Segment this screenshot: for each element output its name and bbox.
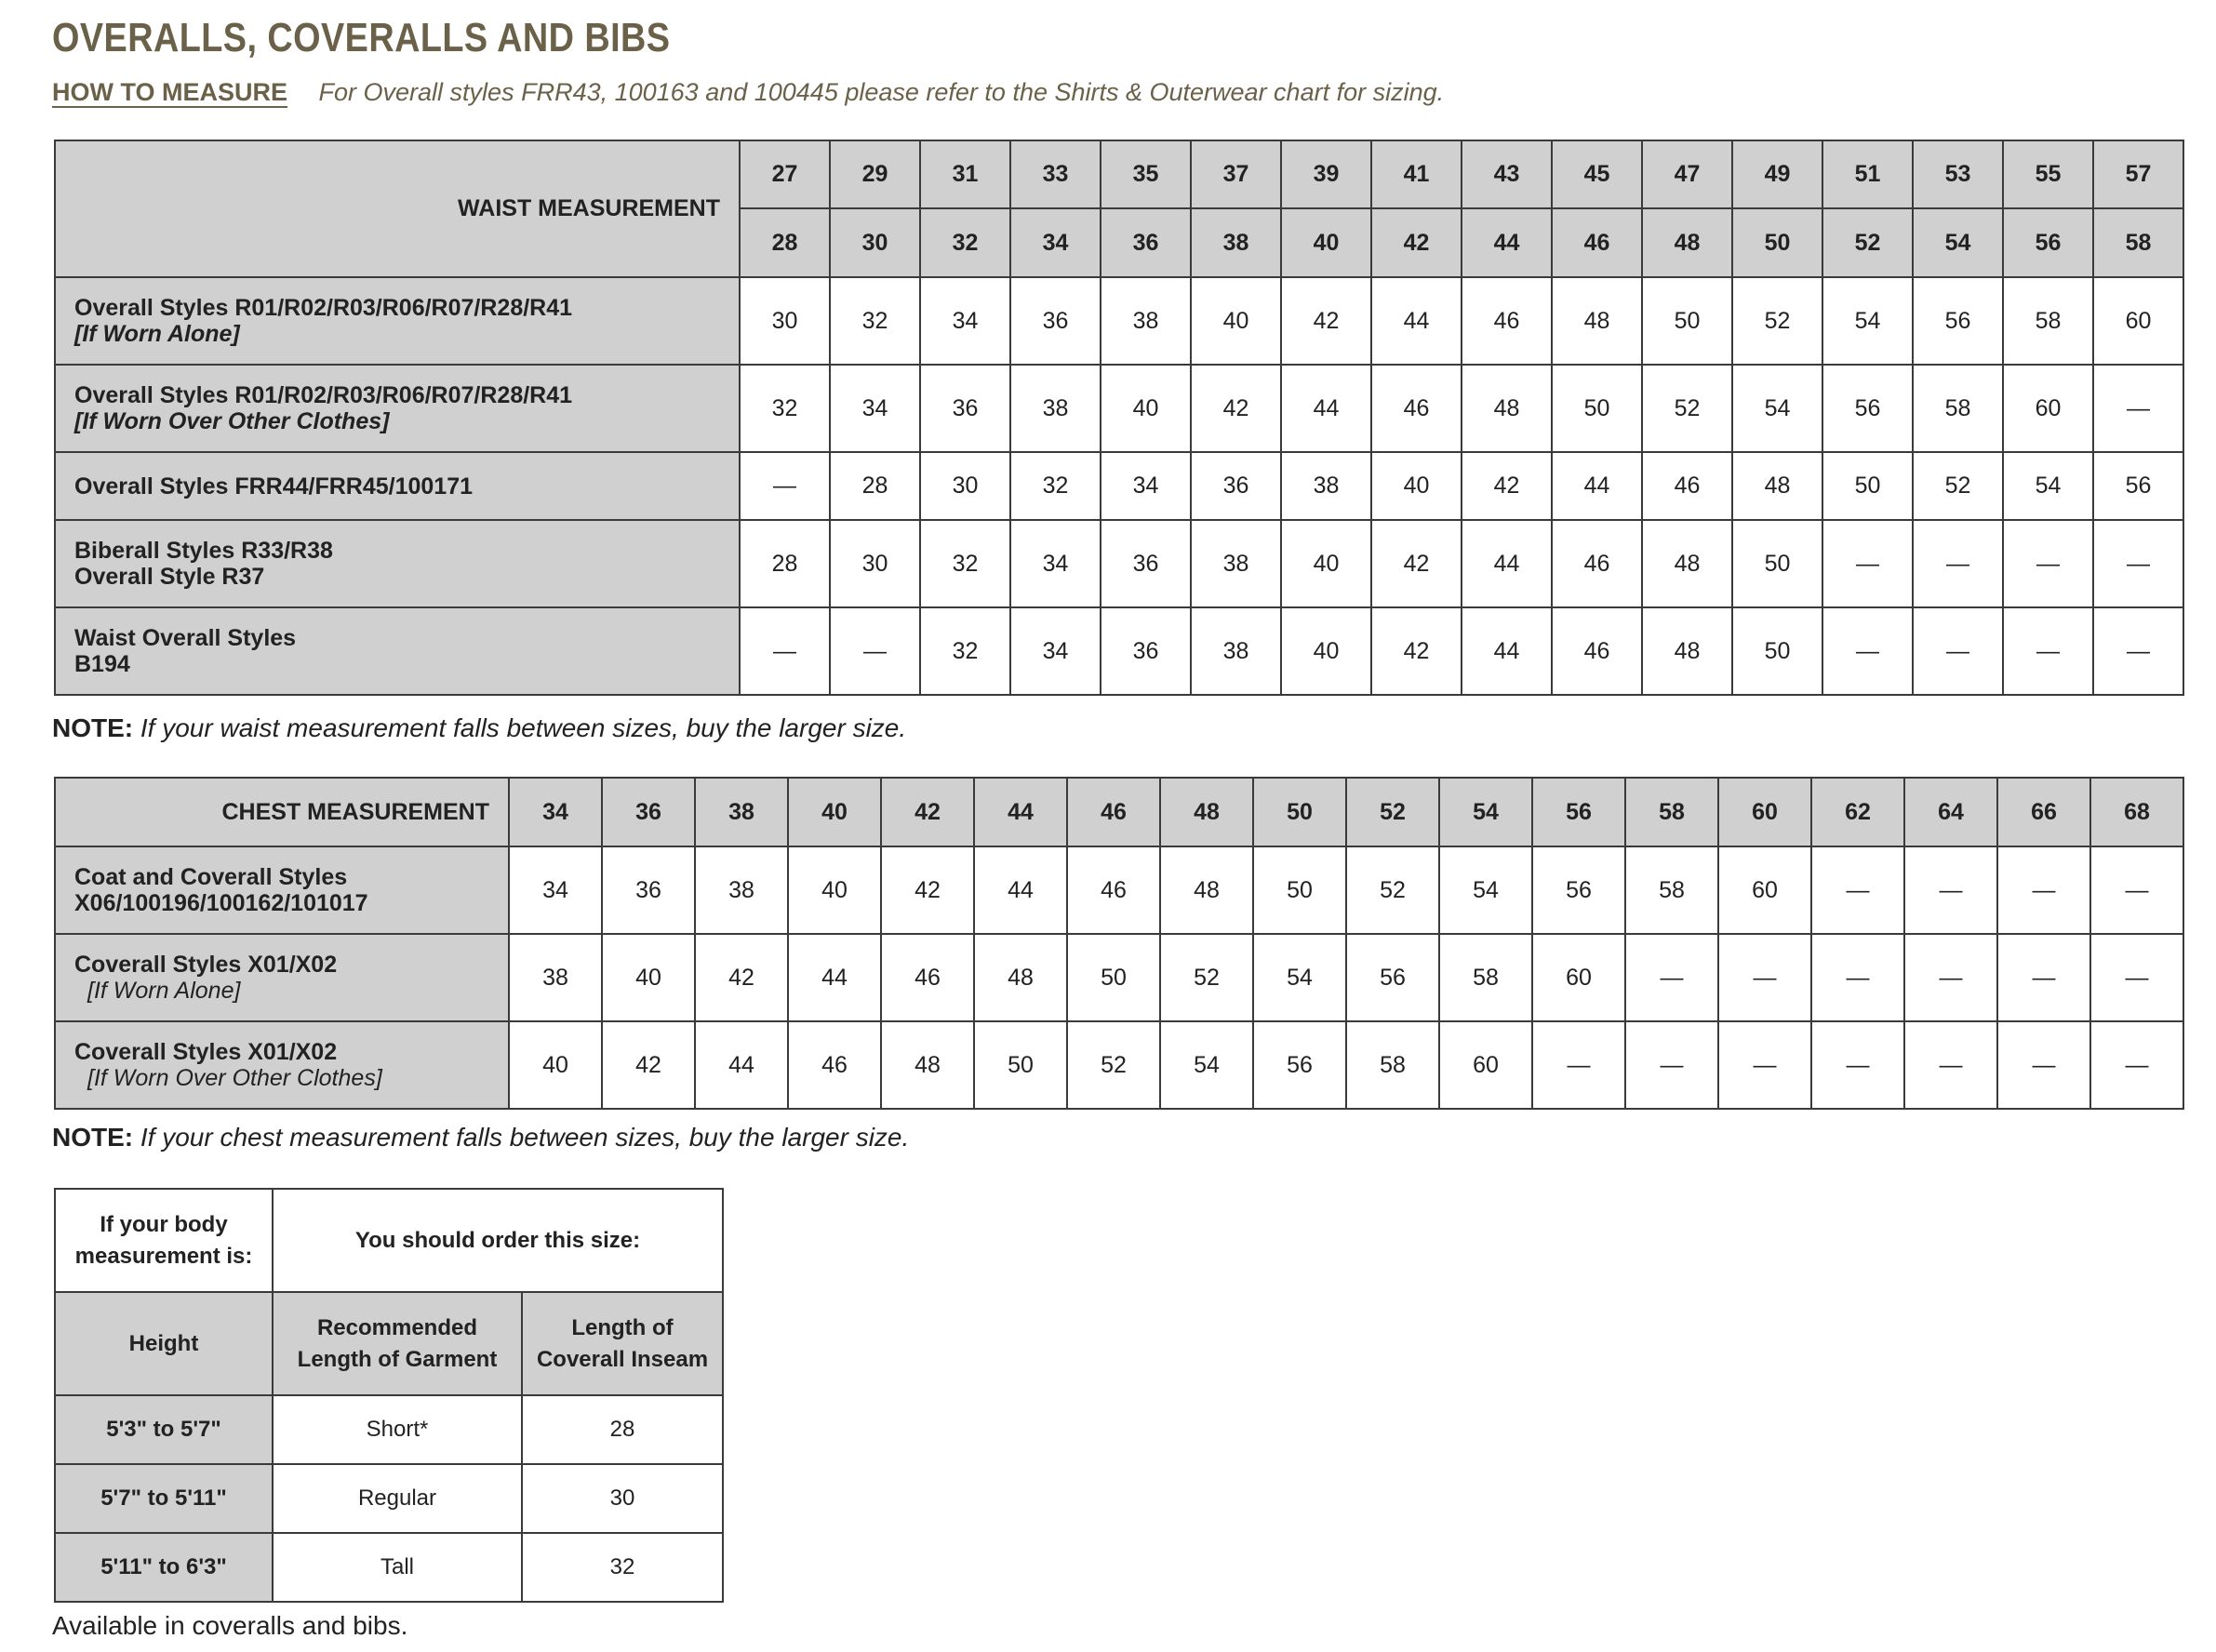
size-cell: 34: [509, 846, 602, 934]
chest-size-header: 40: [788, 778, 881, 846]
size-cell: 52: [1913, 452, 2003, 520]
how-to-measure-link[interactable]: HOW TO MEASURE: [52, 78, 288, 106]
size-cell: 32: [740, 365, 830, 452]
size-cell: —: [1904, 1021, 1997, 1109]
row-label: [55, 1021, 509, 1109]
size-cell: —: [740, 452, 830, 520]
height-range-cell: 5'7" to 5'11": [55, 1464, 273, 1533]
chest-size-header: 66: [1997, 778, 2090, 846]
height-table-top-row: [55, 1189, 723, 1292]
size-cell: 60: [2093, 277, 2183, 365]
waist-range-bottom: 32: [920, 208, 1010, 277]
size-cell: 36: [1101, 607, 1191, 695]
size-cell: —: [1913, 607, 2003, 695]
row-label: [55, 846, 509, 934]
note-label: NOTE:: [52, 1123, 134, 1152]
size-cell: 42: [1462, 452, 1552, 520]
waist-range-top: 43: [1462, 140, 1552, 208]
size-cell: —: [1625, 1021, 1718, 1109]
waist-range-bottom: 30: [830, 208, 920, 277]
size-cell: 40: [788, 846, 881, 934]
measure-line: [52, 78, 1444, 107]
garment-length-cell: Short*: [273, 1395, 522, 1464]
table-row: [55, 1395, 723, 1464]
size-cell: 48: [1552, 277, 1642, 365]
waist-range-bottom: 58: [2093, 208, 2183, 277]
height-table-body: [55, 1395, 723, 1602]
garment-length-header: [273, 1292, 522, 1395]
size-cell: 52: [1732, 277, 1822, 365]
waist-measurement-header: WAIST MEASUREMENT: [55, 140, 740, 277]
size-cell: 30: [830, 520, 920, 607]
garment-length-line-2: Length of Garment: [297, 1346, 498, 1372]
waist-range-top: 47: [1642, 140, 1732, 208]
size-cell: 40: [1101, 365, 1191, 452]
size-cell: 58: [1346, 1021, 1439, 1109]
waist-note: [52, 713, 906, 743]
chest-size-header: 52: [1346, 778, 1439, 846]
waist-range-top: 45: [1552, 140, 1642, 208]
table-row: [55, 1021, 2183, 1109]
size-cell: 38: [509, 934, 602, 1021]
size-cell: 34: [1010, 607, 1101, 695]
size-cell: 48: [1732, 452, 1822, 520]
waist-range-top: 35: [1101, 140, 1191, 208]
height-range-cell: 5'11" to 6'3": [55, 1533, 273, 1602]
chest-measurement-header: CHEST MEASUREMENT: [55, 778, 509, 846]
inseam-line-1: Length of: [571, 1314, 674, 1340]
chest-size-header: 50: [1253, 778, 1346, 846]
size-cell: —: [2093, 365, 2183, 452]
size-cell: 36: [1010, 277, 1101, 365]
row-label-title: Overall Styles R01/R02/R03/R06/R07/R28/R41: [74, 382, 573, 408]
size-cell: 50: [1732, 520, 1822, 607]
waist-range-top: 39: [1281, 140, 1371, 208]
size-cell: 54: [1160, 1021, 1253, 1109]
size-cell: 28: [740, 520, 830, 607]
size-cell: 42: [695, 934, 788, 1021]
table-row: [55, 520, 2183, 607]
size-cell: 42: [1281, 277, 1371, 365]
chest-size-header: 38: [695, 778, 788, 846]
waist-range-bottom: 38: [1191, 208, 1281, 277]
order-size-header: You should order this size:: [273, 1189, 723, 1292]
chest-size-header: 48: [1160, 778, 1253, 846]
waist-range-bottom: 54: [1913, 208, 2003, 277]
size-cell: 32: [830, 277, 920, 365]
size-cell: —: [1997, 934, 2090, 1021]
size-cell: —: [1904, 934, 1997, 1021]
note-text: If your waist measurement falls between sizes, buy the larger size.: [140, 713, 907, 742]
size-cell: 54: [1822, 277, 1913, 365]
size-cell: 36: [1191, 452, 1281, 520]
size-cell: 52: [1160, 934, 1253, 1021]
row-label-title: Coverall Styles X01/X02: [74, 952, 338, 978]
garment-length-cell: Regular: [273, 1464, 522, 1533]
waist-range-bottom: 28: [740, 208, 830, 277]
size-cell: 46: [1642, 452, 1732, 520]
size-cell: 30: [740, 277, 830, 365]
chest-size-header: 68: [2090, 778, 2183, 846]
size-cell: 52: [1346, 846, 1439, 934]
body-measurement-header: [55, 1189, 273, 1292]
size-cell: 34: [1101, 452, 1191, 520]
size-cell: 50: [1822, 452, 1913, 520]
size-cell: 44: [1462, 607, 1552, 695]
row-label: [55, 452, 740, 520]
size-cell: 48: [881, 1021, 974, 1109]
row-label-title: Biberall Styles R33/R38: [74, 538, 333, 564]
chest-size-header: 58: [1625, 778, 1718, 846]
inseam-line-2: Coverall Inseam: [536, 1346, 709, 1372]
waist-table-body: [55, 277, 2183, 695]
inseam-header: [522, 1292, 723, 1395]
size-cell: 60: [1718, 846, 1811, 934]
row-label-sub: [If Worn Alone]: [74, 321, 240, 347]
size-cell: 38: [1281, 452, 1371, 520]
table-row: [55, 1533, 723, 1602]
size-cell: 38: [695, 846, 788, 934]
waist-range-top: 57: [2093, 140, 2183, 208]
size-cell: 56: [1532, 846, 1625, 934]
size-cell: 52: [1642, 365, 1732, 452]
size-cell: 60: [2003, 365, 2093, 452]
row-label-sub: Overall Style R37: [74, 564, 265, 590]
size-cell: 36: [1101, 520, 1191, 607]
size-cell: 48: [1160, 846, 1253, 934]
size-cell: —: [2090, 1021, 2183, 1109]
waist-range-top: 49: [1732, 140, 1822, 208]
size-cell: 38: [1191, 520, 1281, 607]
height-length-table: [54, 1188, 724, 1603]
size-cell: —: [1822, 520, 1913, 607]
waist-range-top: 31: [920, 140, 1010, 208]
size-cell: 54: [1732, 365, 1822, 452]
waist-range-top-row: [55, 140, 2183, 208]
size-cell: 50: [1552, 365, 1642, 452]
waist-range-top: 41: [1371, 140, 1462, 208]
size-cell: 46: [1067, 846, 1160, 934]
table-row: [55, 277, 2183, 365]
size-cell: —: [2093, 607, 2183, 695]
size-cell: 50: [974, 1021, 1067, 1109]
size-cell: 38: [1191, 607, 1281, 695]
size-cell: —: [1913, 520, 2003, 607]
size-cell: 28: [830, 452, 920, 520]
height-table-column-row: [55, 1292, 723, 1395]
waist-range-top: 53: [1913, 140, 2003, 208]
waist-range-bottom: 40: [1281, 208, 1371, 277]
size-cell: 48: [1642, 607, 1732, 695]
chest-header-row: [55, 778, 2183, 846]
size-cell: 42: [1371, 607, 1462, 695]
size-cell: —: [1811, 934, 1904, 1021]
size-cell: 56: [1822, 365, 1913, 452]
size-cell: 56: [1913, 277, 2003, 365]
size-cell: 40: [602, 934, 695, 1021]
row-label-title: Coat and Coverall Styles: [74, 864, 348, 890]
chest-size-header: 62: [1811, 778, 1904, 846]
size-cell: 56: [2093, 452, 2183, 520]
size-cell: 50: [1067, 934, 1160, 1021]
size-cell: —: [1997, 1021, 2090, 1109]
table-row: [55, 607, 2183, 695]
size-cell: 56: [1346, 934, 1439, 1021]
garment-length-cell: Tall: [273, 1533, 522, 1602]
waist-range-top: 27: [740, 140, 830, 208]
chest-size-header: 34: [509, 778, 602, 846]
size-cell: —: [1997, 846, 2090, 934]
row-label-sub: B194: [74, 651, 130, 677]
size-cell: 44: [1371, 277, 1462, 365]
waist-range-bottom: 42: [1371, 208, 1462, 277]
row-label-sub: [If Worn Over Other Clothes]: [87, 1065, 382, 1091]
size-cell: 46: [1552, 607, 1642, 695]
waist-range-top: 51: [1822, 140, 1913, 208]
size-cell: —: [1904, 846, 1997, 934]
size-cell: 36: [920, 365, 1010, 452]
body-measurement-line-2: measurement is:: [74, 1243, 253, 1269]
row-label: [55, 520, 740, 607]
table-row: [55, 934, 2183, 1021]
size-cell: 46: [1462, 277, 1552, 365]
row-label-title: Overall Styles FRR44/FRR45/100171: [74, 473, 474, 500]
waist-range-bottom: 44: [1462, 208, 1552, 277]
waist-range-top: 33: [1010, 140, 1101, 208]
row-label: [55, 277, 740, 365]
size-cell: —: [1718, 934, 1811, 1021]
waist-range-top: 55: [2003, 140, 2093, 208]
row-label-sub: X06/100196/100162/101017: [74, 890, 368, 916]
size-cell: 46: [1371, 365, 1462, 452]
inseam-cell: 30: [522, 1464, 723, 1533]
size-cell: 50: [1253, 846, 1346, 934]
chest-note: [52, 1123, 909, 1152]
waist-range-top: 29: [830, 140, 920, 208]
size-cell: 44: [1281, 365, 1371, 452]
size-cell: —: [2093, 520, 2183, 607]
footnote: Available in coveralls and bibs.: [52, 1611, 408, 1640]
garment-length-line-1: Recommended: [316, 1314, 478, 1340]
size-cell: —: [2090, 846, 2183, 934]
size-cell: —: [2003, 520, 2093, 607]
table-row: [55, 365, 2183, 452]
row-label-title: Coverall Styles X01/X02: [74, 1039, 338, 1065]
size-cell: 32: [920, 607, 1010, 695]
size-cell: —: [740, 607, 830, 695]
size-cell: 36: [602, 846, 695, 934]
size-cell: 48: [1642, 520, 1732, 607]
inseam-cell: 28: [522, 1395, 723, 1464]
size-cell: —: [1811, 1021, 1904, 1109]
row-label: [55, 607, 740, 695]
size-cell: 40: [1281, 607, 1371, 695]
note-label: NOTE:: [52, 713, 134, 742]
chest-size-header: 54: [1439, 778, 1532, 846]
size-cell: 58: [1439, 934, 1532, 1021]
chest-size-header: 60: [1718, 778, 1811, 846]
waist-range-bottom: 50: [1732, 208, 1822, 277]
size-cell: 40: [509, 1021, 602, 1109]
row-label-title: Waist Overall Styles: [74, 625, 297, 651]
row-label: [55, 934, 509, 1021]
chest-size-header: 56: [1532, 778, 1625, 846]
size-cell: 58: [1625, 846, 1718, 934]
waist-range-top: 37: [1191, 140, 1281, 208]
size-cell: —: [830, 607, 920, 695]
chest-size-header: 64: [1904, 778, 1997, 846]
size-cell: 30: [920, 452, 1010, 520]
waist-range-bottom: 48: [1642, 208, 1732, 277]
waist-size-table: [54, 140, 2184, 696]
height-column-header: Height: [55, 1292, 273, 1395]
size-cell: 34: [830, 365, 920, 452]
row-label: [55, 365, 740, 452]
table-row: [55, 846, 2183, 934]
table-row: [55, 1464, 723, 1533]
height-range-cell: 5'3" to 5'7": [55, 1395, 273, 1464]
size-cell: 54: [2003, 452, 2093, 520]
size-cell: 40: [1281, 520, 1371, 607]
refer-note: For Overall styles FRR43, 100163 and 100445 please refer to the Shirts & Outerwear chart for sizing.: [318, 78, 1445, 106]
note-text: If your chest measurement falls between sizes, buy the larger size.: [140, 1123, 910, 1152]
size-cell: 48: [974, 934, 1067, 1021]
size-cell: 46: [1552, 520, 1642, 607]
size-cell: 44: [695, 1021, 788, 1109]
size-cell: 54: [1439, 846, 1532, 934]
size-cell: —: [1718, 1021, 1811, 1109]
size-cell: 58: [1913, 365, 2003, 452]
size-cell: 48: [1462, 365, 1552, 452]
size-cell: 44: [974, 846, 1067, 934]
chest-table-body: [55, 846, 2183, 1109]
size-cell: 42: [1191, 365, 1281, 452]
size-cell: 56: [1253, 1021, 1346, 1109]
waist-range-bottom: 36: [1101, 208, 1191, 277]
size-cell: 38: [1010, 365, 1101, 452]
row-label-title: Overall Styles R01/R02/R03/R06/R07/R28/R41: [74, 295, 573, 321]
row-label-sub: [If Worn Alone]: [87, 978, 241, 1004]
size-cell: —: [2090, 934, 2183, 1021]
size-cell: 42: [1371, 520, 1462, 607]
chest-size-header: 42: [881, 778, 974, 846]
size-cell: 34: [1010, 520, 1101, 607]
chest-size-table: [54, 777, 2184, 1110]
size-cell: 44: [1552, 452, 1642, 520]
size-cell: 32: [1010, 452, 1101, 520]
size-cell: —: [1822, 607, 1913, 695]
size-cell: 38: [1101, 277, 1191, 365]
waist-range-bottom: 56: [2003, 208, 2093, 277]
size-cell: 60: [1439, 1021, 1532, 1109]
waist-range-bottom: 52: [1822, 208, 1913, 277]
waist-range-bottom: 46: [1552, 208, 1642, 277]
size-cell: 50: [1732, 607, 1822, 695]
chest-size-header: 36: [602, 778, 695, 846]
size-cell: —: [1811, 846, 1904, 934]
body-measurement-line-1: If your body: [100, 1211, 228, 1237]
size-cell: —: [1532, 1021, 1625, 1109]
table-row: [55, 452, 2183, 520]
page-title: OVERALLS, COVERALLS AND BIBS: [52, 15, 671, 60]
chest-size-header: 44: [974, 778, 1067, 846]
size-cell: 50: [1642, 277, 1732, 365]
size-cell: 40: [1191, 277, 1281, 365]
size-cell: 58: [2003, 277, 2093, 365]
chest-size-header: 46: [1067, 778, 1160, 846]
size-cell: 54: [1253, 934, 1346, 1021]
size-cell: 42: [881, 846, 974, 934]
waist-range-bottom: 34: [1010, 208, 1101, 277]
row-label-sub: [If Worn Over Other Clothes]: [74, 408, 390, 434]
size-cell: 40: [1371, 452, 1462, 520]
size-cell: 42: [602, 1021, 695, 1109]
size-cell: 46: [881, 934, 974, 1021]
size-cell: 44: [788, 934, 881, 1021]
size-cell: —: [2003, 607, 2093, 695]
size-cell: —: [1625, 934, 1718, 1021]
size-cell: 34: [920, 277, 1010, 365]
size-cell: 52: [1067, 1021, 1160, 1109]
size-cell: 60: [1532, 934, 1625, 1021]
size-cell: 32: [920, 520, 1010, 607]
size-cell: 46: [788, 1021, 881, 1109]
inseam-cell: 32: [522, 1533, 723, 1602]
size-cell: 44: [1462, 520, 1552, 607]
